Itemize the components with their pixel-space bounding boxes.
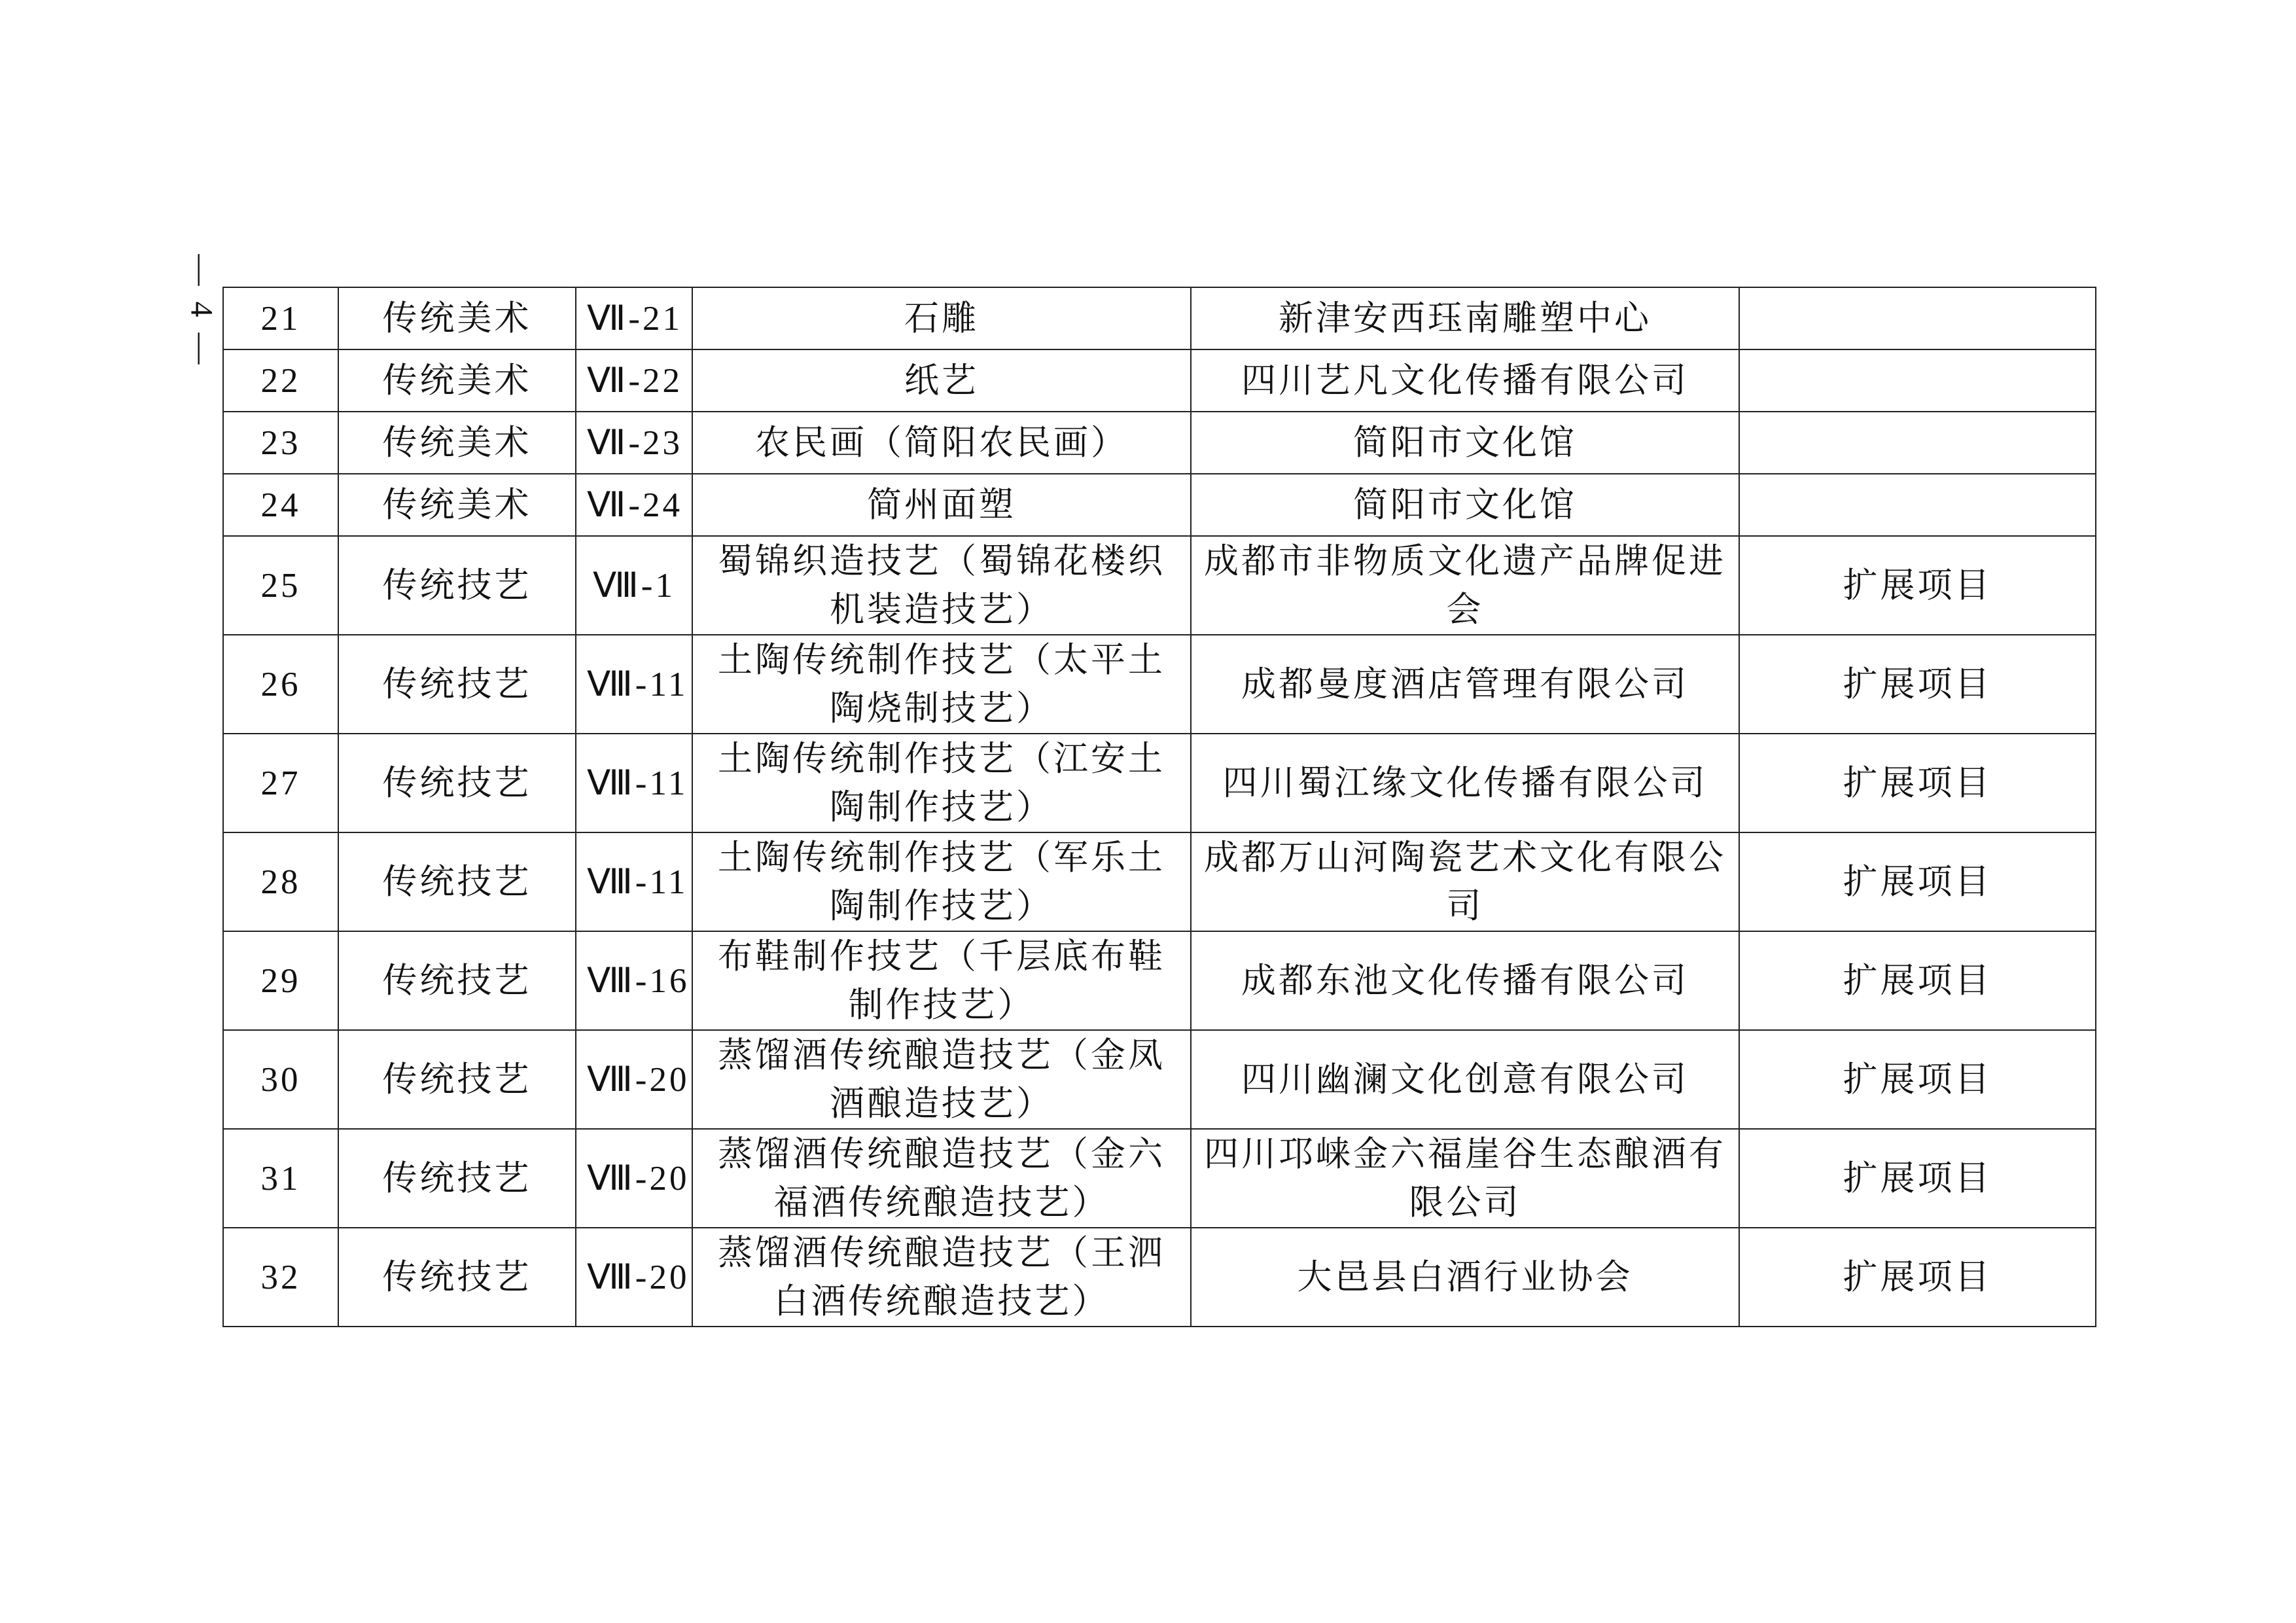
row-index: 21: [223, 287, 338, 349]
project-cell: 石雕: [692, 287, 1191, 349]
row-index: 32: [223, 1228, 338, 1327]
code-cell: Ⅷ-11: [576, 635, 692, 734]
code-cell: Ⅷ-20: [576, 1129, 692, 1228]
table-row: [223, 536, 2096, 635]
table-body: [223, 287, 2096, 1327]
project-cell: 土陶传统制作技艺（江安土陶制作技艺）: [692, 734, 1191, 832]
category-cell: 传统技艺: [338, 832, 576, 931]
category-cell: 传统技艺: [338, 1129, 576, 1228]
note-cell: [1739, 412, 2096, 474]
unit-cell: 简阳市文化馆: [1191, 474, 1739, 536]
unit-cell: 成都曼度酒店管理有限公司: [1191, 635, 1739, 734]
note-cell: [1739, 474, 2096, 536]
unit-cell: 成都市非物质文化遗产品牌促进会: [1191, 536, 1739, 635]
note-cell: 扩展项目: [1739, 536, 2096, 635]
unit-cell: 新津安西珏南雕塑中心: [1191, 287, 1739, 349]
unit-cell: 四川艺凡文化传播有限公司: [1191, 349, 1739, 412]
code-cell: Ⅷ-20: [576, 1228, 692, 1327]
code-cell: Ⅷ-11: [576, 734, 692, 832]
project-cell: 土陶传统制作技艺（太平土陶烧制技艺）: [692, 635, 1191, 734]
row-index: 26: [223, 635, 338, 734]
note-cell: 扩展项目: [1739, 832, 2096, 931]
category-cell: 传统技艺: [338, 635, 576, 734]
note-cell: 扩展项目: [1739, 931, 2096, 1030]
category-cell: 传统技艺: [338, 1228, 576, 1327]
project-cell: 纸艺: [692, 349, 1191, 412]
unit-cell: 大邑县白酒行业协会: [1191, 1228, 1739, 1327]
project-cell: 蜀锦织造技艺（蜀锦花楼织机装造技艺）: [692, 536, 1191, 635]
table-row: [223, 832, 2096, 931]
row-index: 25: [223, 536, 338, 635]
category-cell: 传统美术: [338, 349, 576, 412]
code-cell: Ⅷ-20: [576, 1030, 692, 1129]
note-cell: [1739, 287, 2096, 349]
row-index: 24: [223, 474, 338, 536]
unit-cell: 成都东池文化传播有限公司: [1191, 931, 1739, 1030]
table-row: [223, 349, 2096, 412]
code-cell: Ⅷ-16: [576, 931, 692, 1030]
project-cell: 蒸馏酒传统酿造技艺（金六福酒传统酿造技艺）: [692, 1129, 1191, 1228]
table-row: [223, 412, 2096, 474]
category-cell: 传统技艺: [338, 1030, 576, 1129]
project-cell: 土陶传统制作技艺（军乐土陶制作技艺）: [692, 832, 1191, 931]
table-row: [223, 287, 2096, 349]
row-index: 28: [223, 832, 338, 931]
note-cell: [1739, 349, 2096, 412]
page-number: [175, 232, 228, 389]
row-index: 27: [223, 734, 338, 832]
code-cell: Ⅷ-1: [576, 536, 692, 635]
note-cell: 扩展项目: [1739, 1129, 2096, 1228]
project-cell: 农民画（简阳农民画）: [692, 412, 1191, 474]
row-index: 30: [223, 1030, 338, 1129]
unit-cell: 成都万山河陶瓷艺术文化有限公司: [1191, 832, 1739, 931]
code-cell: Ⅶ-21: [576, 287, 692, 349]
table-row: [223, 1228, 2096, 1327]
code-cell: Ⅶ-22: [576, 349, 692, 412]
table-row: [223, 635, 2096, 734]
category-cell: 传统美术: [338, 474, 576, 536]
page-number-text: — 4 —: [184, 254, 219, 368]
note-cell: 扩展项目: [1739, 1030, 2096, 1129]
project-cell: 简州面塑: [692, 474, 1191, 536]
category-cell: 传统美术: [338, 287, 576, 349]
project-cell: 蒸馏酒传统酿造技艺（王泗白酒传统酿造技艺）: [692, 1228, 1191, 1327]
table-row: [223, 1129, 2096, 1228]
row-index: 22: [223, 349, 338, 412]
project-cell: 蒸馏酒传统酿造技艺（金凤酒酿造技艺）: [692, 1030, 1191, 1129]
note-cell: 扩展项目: [1739, 635, 2096, 734]
project-cell: 布鞋制作技艺（千层底布鞋制作技艺）: [692, 931, 1191, 1030]
table-row: [223, 474, 2096, 536]
category-cell: 传统美术: [338, 412, 576, 474]
category-cell: 传统技艺: [338, 536, 576, 635]
category-cell: 传统技艺: [338, 734, 576, 832]
category-cell: 传统技艺: [338, 931, 576, 1030]
code-cell: Ⅶ-24: [576, 474, 692, 536]
row-index: 29: [223, 931, 338, 1030]
code-cell: Ⅷ-11: [576, 832, 692, 931]
code-cell: Ⅶ-23: [576, 412, 692, 474]
unit-cell: 简阳市文化馆: [1191, 412, 1739, 474]
table-row: [223, 1030, 2096, 1129]
row-index: 31: [223, 1129, 338, 1228]
table-row: [223, 734, 2096, 832]
row-index: 23: [223, 412, 338, 474]
note-cell: 扩展项目: [1739, 1228, 2096, 1327]
heritage-register-table: [222, 287, 2096, 1327]
unit-cell: 四川幽澜文化创意有限公司: [1191, 1030, 1739, 1129]
unit-cell: 四川邛崃金六福崖谷生态酿酒有限公司: [1191, 1129, 1739, 1228]
note-cell: 扩展项目: [1739, 734, 2096, 832]
table-row: [223, 931, 2096, 1030]
unit-cell: 四川蜀江缘文化传播有限公司: [1191, 734, 1739, 832]
